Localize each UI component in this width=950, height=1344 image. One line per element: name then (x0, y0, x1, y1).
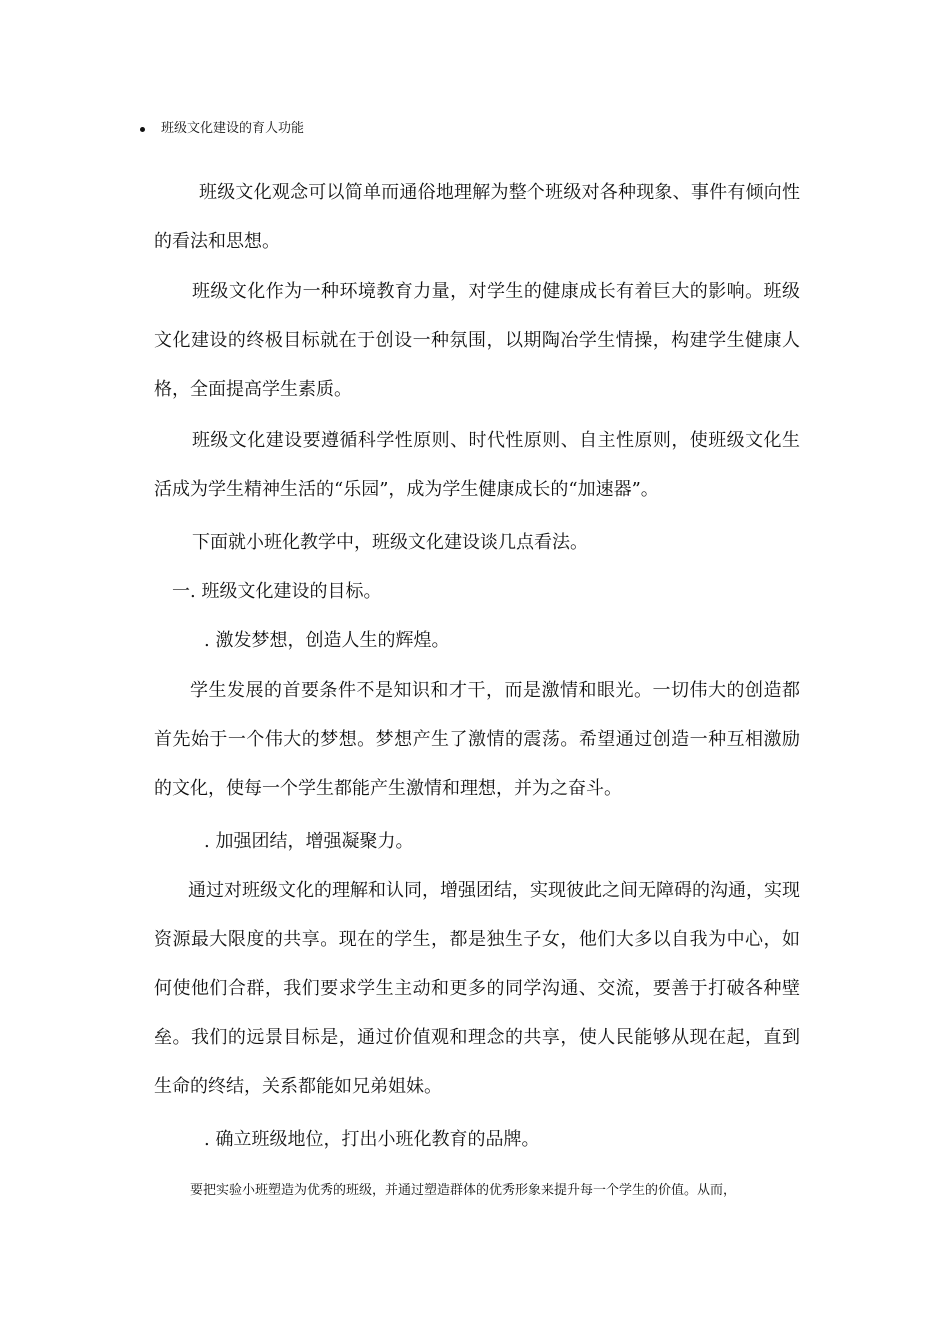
subheading-2: . 加强团结，增强凝聚力。 (204, 831, 414, 852)
paragraph-6: 通过对班级文化的理解和认同，增强团结，实现彼此之间无障碍的沟通，实现资源最大限度的共享。现在的学生，都是独生子女，他们大多以自我为中心，如何使他们合群，我们要求学生主动和更多的同学沟通、交流，要善于打破各种壁垒。我们的远景目标是，通过价值观和理念的共享，使人民能够从现在起，直到生命的终结，关系都能如兄弟姐妹。 (154, 880, 800, 1097)
bullet-heading (140, 119, 304, 139)
paragraph-7: 要把实验小班塑造为优秀的班级，并通过塑造群体的优秀形象来提升每一个学生的价值。从而， (190, 1183, 737, 1198)
paragraph-2: 班级文化作为一种环境教育力量，对学生的健康成长有着巨大的影响。班级文化建设的终极目标就在于创设一种氛围，以期陶冶学生情操，构建学生健康人格，全面提高学生素质。 (154, 281, 800, 400)
paragraph-4: 下面就小班化教学中，班级文化建设谈几点看法。 (192, 532, 588, 553)
section-heading-1: 一. 班级文化建设的目标。 (172, 581, 382, 602)
paragraph-5: 学生发展的首要条件不是知识和才干，而是激情和眼光。一切伟大的创造都首先始于一个伟大的梦想。梦想产生了激情的震荡。希望通过创造一种互相激励的文化，使每一个学生都能产生激情和理想，并为之奋斗。 (154, 680, 800, 799)
bullet-dot-icon (140, 127, 145, 132)
subheading-1: . 激发梦想，创造人生的辉煌。 (204, 630, 450, 651)
paragraph-3: 班级文化建设要遵循科学性原则、时代性原则、自主性原则，使班级文化生活成为学生精神生活的“乐园”，成为学生健康成长的“加速器”。 (154, 430, 800, 500)
paragraph-1: 班级文化观念可以简单而通俗地理解为整个班级对各种现象、事件有倾向性的看法和思想。 (154, 182, 800, 252)
subheading-3: . 确立班级地位，打出小班化教育的品牌。 (204, 1129, 540, 1150)
bullet-heading-text: 班级文化建设的育人功能 (161, 121, 305, 136)
